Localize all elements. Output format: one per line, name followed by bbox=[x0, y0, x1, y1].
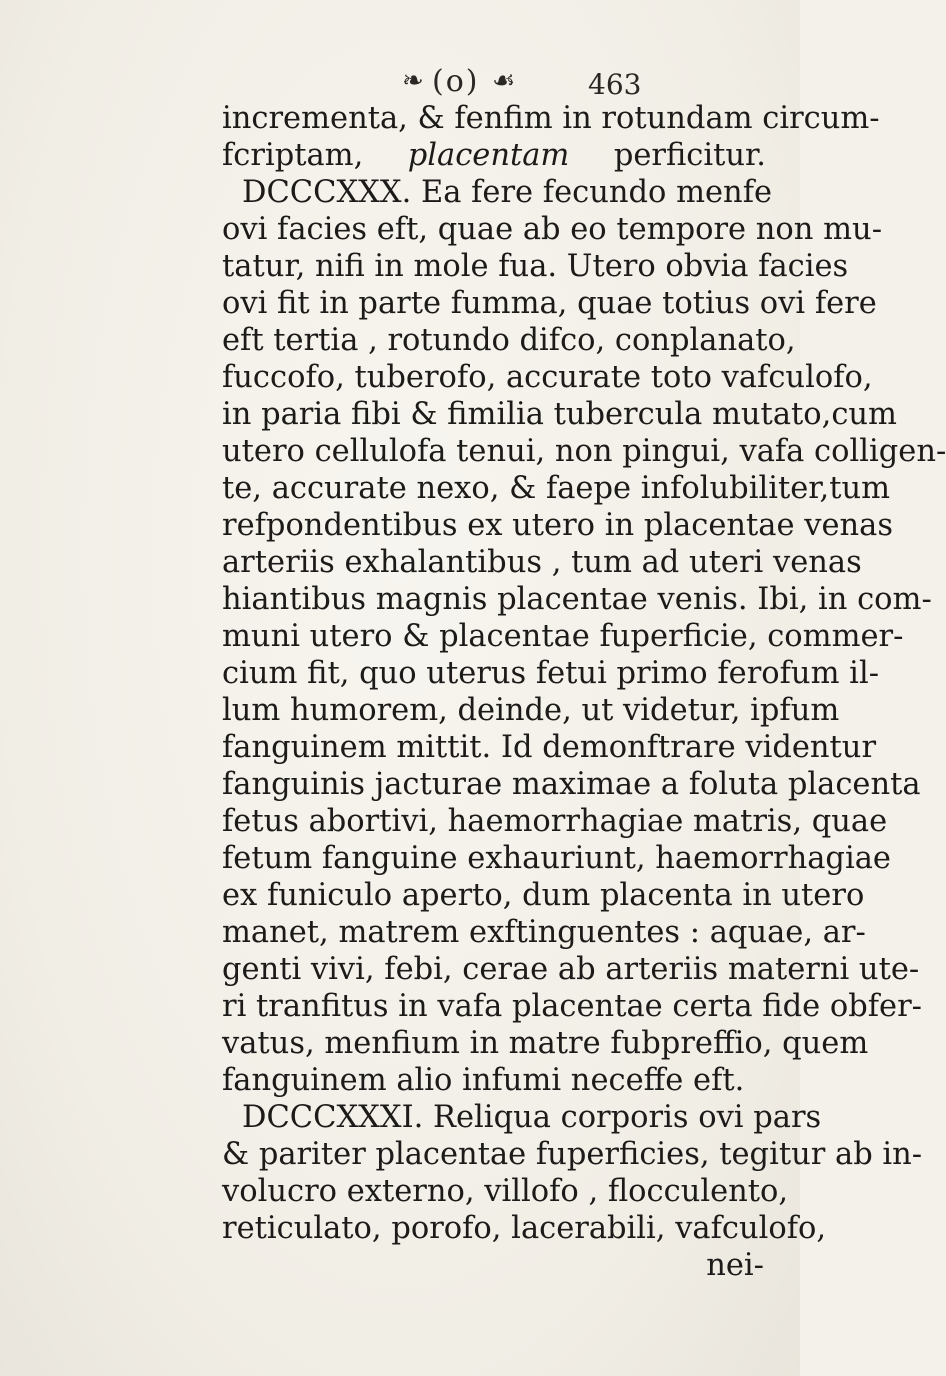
text-line: fanguinis jacturae maximae a foluta placenta bbox=[222, 767, 921, 802]
page-header bbox=[0, 64, 800, 104]
text-line: tatur, nifi in mole fua. Utero obvia facies bbox=[222, 249, 849, 284]
text-line: fanguinem alio infumi neceffe eft. bbox=[222, 1063, 745, 1098]
text-line: arteriis exhalantibus , tum ad uteri venas bbox=[222, 545, 862, 580]
signature-mark: (o) bbox=[432, 64, 480, 99]
text-line: utero cellulofa tenui, non pingui, vafa colligen- bbox=[222, 434, 946, 469]
text-line: cium fit, quo uterus fetui primo ferofum il- bbox=[222, 656, 880, 691]
text-line: vatus, menfium in matre fubpreffio, quem bbox=[222, 1026, 869, 1061]
text-line: ri tranfitus in vafa placentae certa fide obfer- bbox=[222, 989, 922, 1024]
catchword bbox=[222, 1247, 766, 1284]
text-line: ovi facies eft, quae ab eo tempore non mu- bbox=[222, 212, 882, 247]
text-line: genti vivi, febi, cerae ab arteriis materni ute- bbox=[222, 952, 920, 987]
text-fragment: perficitur. bbox=[613, 138, 766, 173]
text-line: & pariter placentae fuperficies, tegitur ab in- bbox=[222, 1137, 923, 1172]
fleuron-left-icon: ❧ bbox=[402, 66, 424, 96]
text-line: fetum fanguine exhauriunt, haemorrhagiae bbox=[222, 841, 891, 876]
text-line: ex funiculo aperto, dum placenta in utero bbox=[222, 878, 865, 913]
section-heading-line: DCCCXXX. Ea fere fecundo menfe bbox=[242, 175, 773, 210]
text-line: lum humorem, deinde, ut videtur, ipfum bbox=[222, 693, 840, 728]
section-heading-line: DCCCXXXI. Reliqua corporis ovi pars bbox=[242, 1100, 822, 1135]
text-line: reticulato, porofo, lacerabili, vafculofo, bbox=[222, 1211, 827, 1246]
text-line: hiantibus magnis placentae venis. Ibi, in com- bbox=[222, 582, 932, 617]
text-line bbox=[222, 137, 766, 174]
text-line: in paria fibi & fimilia tubercula mutato,cum bbox=[222, 397, 897, 432]
text-line: fetus abortivi, haemorrhagiae matris, quae bbox=[222, 804, 888, 839]
text-fragment: fcriptam, bbox=[222, 138, 364, 173]
text-line: eft tertia , rotundo difco, conplanato, bbox=[222, 323, 796, 358]
catchword-text: nei- bbox=[706, 1248, 764, 1283]
text-line: ovi fit in parte fumma, quae totius ovi fere bbox=[222, 286, 877, 321]
page-number: 463 bbox=[588, 68, 642, 101]
italic-term: placentam bbox=[407, 138, 570, 173]
text-line: muni utero & placentae fuperficie, commer- bbox=[222, 619, 904, 654]
body-text bbox=[222, 100, 946, 1284]
text-line: fanguinem mittit. Id demonftrare videntur bbox=[222, 730, 877, 765]
text-line: te, accurate nexo, & faepe infolubiliter,tum bbox=[222, 471, 891, 506]
text-line: manet, matrem exftinguentes : aquae, ar- bbox=[222, 915, 866, 950]
fleuron-right-icon: ☙ bbox=[492, 66, 516, 96]
text-line: refpondentibus ex utero in placentae venas bbox=[222, 508, 893, 543]
text-line: fuccofo, tuberofo, accurate toto vafculofo, bbox=[222, 360, 873, 395]
text-line: volucro externo, villofo , flocculento, bbox=[222, 1174, 789, 1209]
text-line: incrementa, & fenfim in rotundam circum- bbox=[222, 101, 880, 136]
